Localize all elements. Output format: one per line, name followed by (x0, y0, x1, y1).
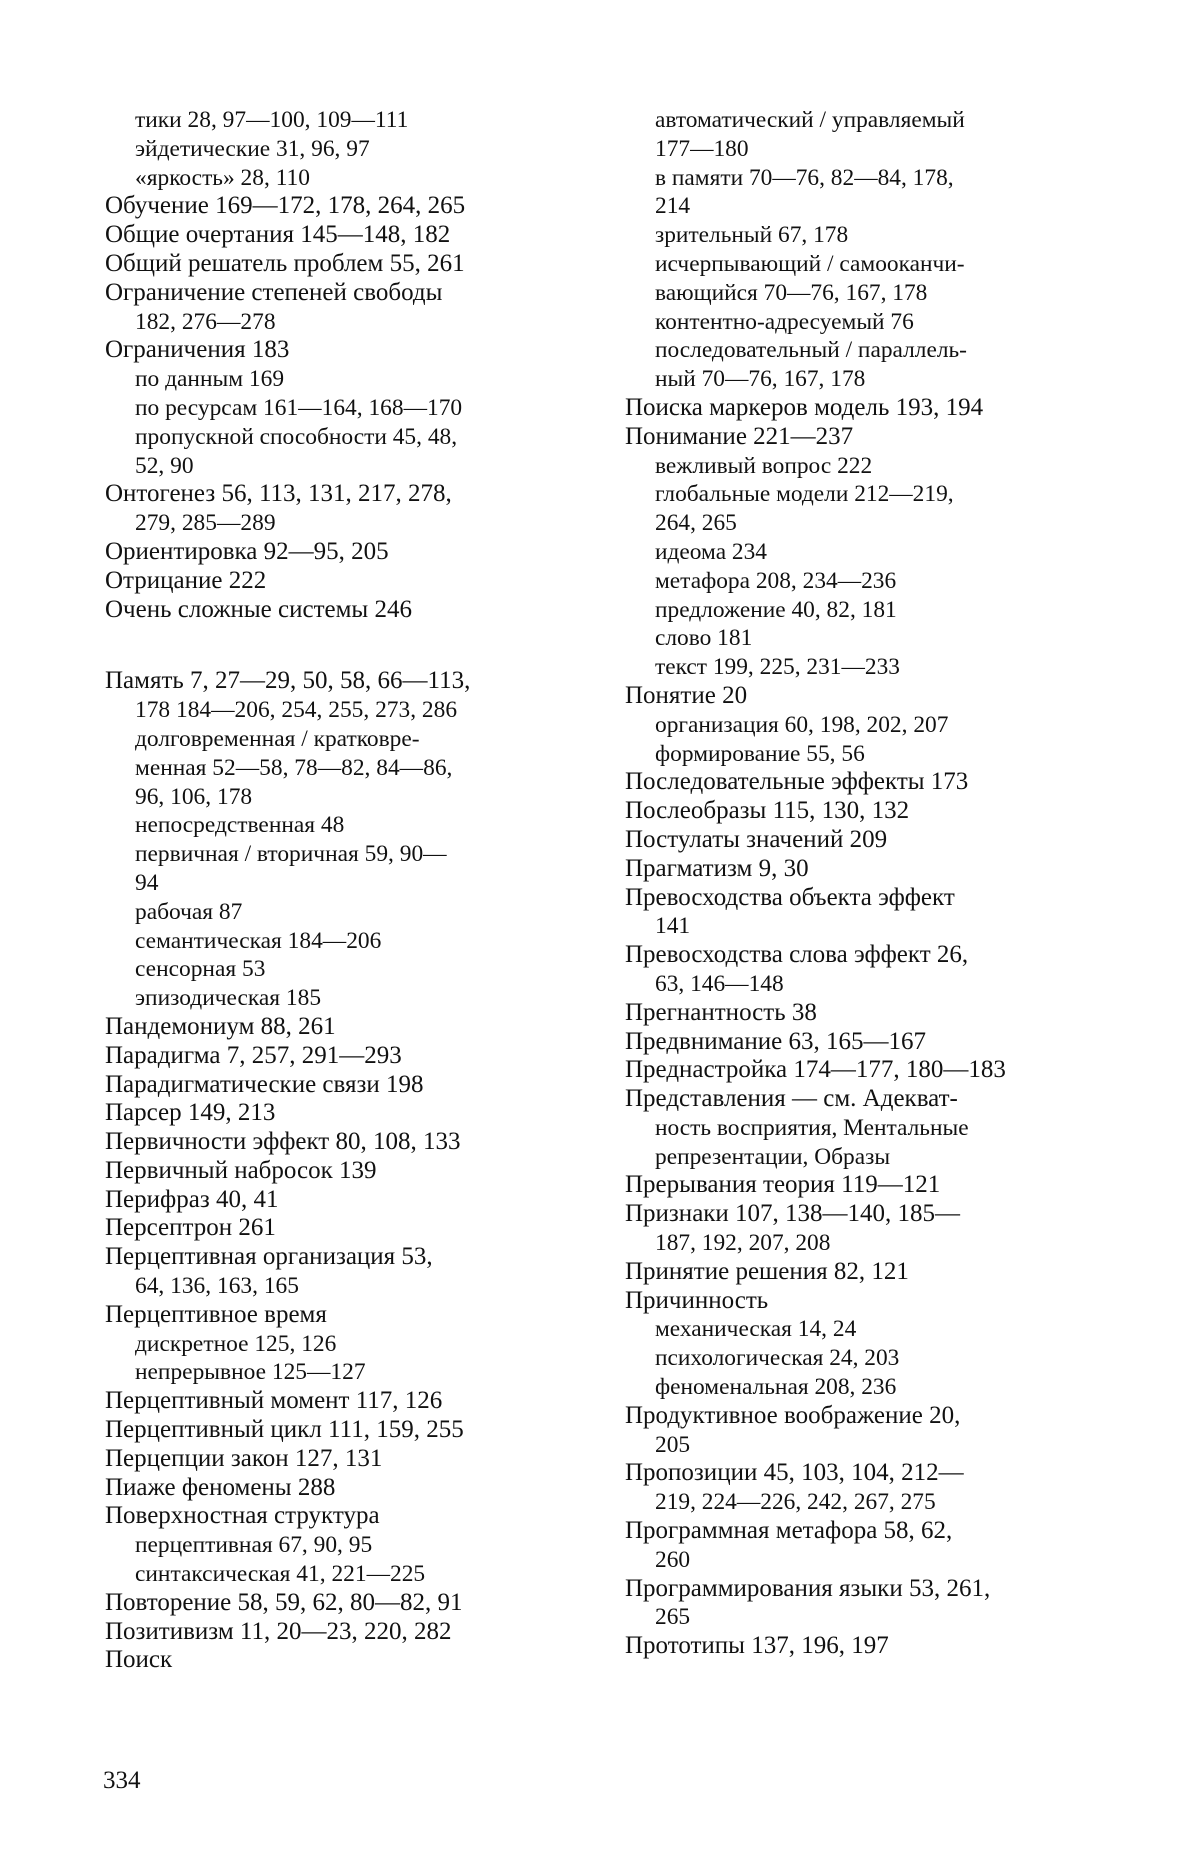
index-entry: Перцептивное время (105, 1300, 327, 1328)
index-entry: Поверхностная структура (105, 1502, 380, 1530)
index-entry: Парадигматические связи 198 (105, 1070, 424, 1098)
index-entry: Общие очертания 145—148, 182 (105, 221, 451, 249)
index-entry: Поиск (105, 1646, 173, 1674)
index-subentry: метафора 208, 234—236 (655, 567, 897, 594)
index-subentry: тики 28, 97—100, 109—111 (135, 107, 409, 133)
index-subentry: 279, 285—289 (135, 510, 276, 537)
index-subentry: эйдетические 31, 96, 97 (135, 135, 370, 162)
index-subentry: по данным 169 (135, 366, 285, 393)
index-entry: Прегнантность 38 (625, 998, 817, 1026)
index-entry: Принятие решения 82, 121 (625, 1257, 909, 1285)
index-entry: Общий решатель проблем 55, 261 (105, 249, 465, 277)
index-entry: Позитивизм 11, 20—23, 220, 282 (105, 1617, 452, 1645)
index-entry: Парсер 149, 213 (105, 1099, 276, 1127)
index-entry: Персептрон 261 (105, 1214, 276, 1242)
index-subentry: перцептивная 67, 90, 95 (135, 1532, 373, 1559)
index-entry: Ограничение степеней свободы (105, 278, 443, 306)
index-subentry: 96, 106, 178 (135, 783, 253, 810)
index-subentry: 182, 276—278 (135, 308, 276, 335)
index-subentry: эпизодическая 185 (135, 985, 322, 1012)
index-subentry: исчерпывающий / самооканчи- (655, 250, 965, 277)
index-entry: Понятие 20 (625, 681, 748, 709)
page-number: 334 (103, 1767, 141, 1794)
index-subentry: в памяти 70—76, 82—84, 178, (655, 164, 954, 191)
index-entry: Постулаты значений 209 (625, 825, 888, 853)
index-subentry: предложение 40, 82, 181 (655, 596, 897, 623)
index-entry: Преднастройка 174—177, 180—183 (625, 1056, 1006, 1084)
index-subentry: синтаксическая 41, 221—225 (135, 1561, 426, 1588)
index-subentry: 64, 136, 163, 165 (135, 1273, 299, 1300)
index-entry: Ограничения 183 (105, 336, 290, 364)
section-gap (105, 624, 585, 667)
index-subentry: по ресурсам 161—164, 168—170 (135, 394, 463, 421)
index-entry: Превосходства объекта эффект (625, 883, 955, 911)
index-entry: Прерывания теория 119—121 (625, 1171, 941, 1199)
index-entry: Прототипы 137, 196, 197 (625, 1632, 889, 1660)
index-subentry: дискретное 125, 126 (135, 1330, 337, 1357)
index-subentry: текст 199, 225, 231—233 (655, 654, 900, 681)
index-subentry: 264, 265 (655, 510, 737, 537)
index-subentry: 219, 224—226, 242, 267, 275 (655, 1489, 936, 1516)
index-entry: Перцептивная организация 53, (105, 1243, 433, 1271)
index-subentry: менная 52—58, 78—82, 84—86, (135, 754, 453, 781)
index-entry: Очень сложные системы 246 (105, 595, 412, 623)
index-column-left (105, 106, 585, 1675)
index-subentry: идеома 234 (655, 538, 768, 565)
index-entry: Перцепции закон 127, 131 (105, 1444, 383, 1472)
index-subentry: 178 184—206, 254, 255, 273, 286 (135, 697, 458, 724)
index-entry: Превосходства слова эффект 26, (625, 941, 969, 969)
index-subentry: глобальные модели 212—219, (655, 481, 954, 508)
index-subentry: непрерывное 125—127 (135, 1359, 366, 1386)
index-subentry: 265 (655, 1604, 691, 1631)
index-subentry: вежливый вопрос 222 (655, 452, 873, 479)
index-subentry: 260 (655, 1546, 691, 1573)
index-subentry: «яркость» 28, 110 (135, 164, 310, 191)
index-column-right (625, 106, 1095, 1661)
index-entry: Понимание 221—237 (625, 422, 854, 450)
index-entry: Обучение 169—172, 178, 264, 265 (105, 192, 466, 220)
index-subentry: 187, 192, 207, 208 (655, 1230, 831, 1257)
index-entry: Пропозиции 45, 103, 104, 212— (625, 1459, 964, 1487)
index-subentry: 141 (655, 913, 691, 940)
index-subentry: ный 70—76, 167, 178 (655, 366, 866, 393)
index-subentry: последовательный / параллель- (655, 337, 967, 364)
index-subentry: 52, 90 (135, 452, 194, 479)
index-subentry: первичная / вторичная 59, 90— (135, 841, 447, 868)
index-entry: Пиаже феномены 288 (105, 1473, 336, 1501)
index-subentry: зрительный 67, 178 (655, 222, 849, 249)
index-subentry: непосредственная 48 (135, 812, 345, 839)
index-subentry: пропускной способности 45, 48, (135, 423, 458, 450)
index-entry: Программная метафора 58, 62, (625, 1517, 953, 1545)
index-subentry: 205 (655, 1431, 691, 1458)
index-subentry: 94 (135, 869, 159, 896)
index-entry: Ориентировка 92—95, 205 (105, 537, 389, 565)
index-subentry: репрезентации, Образы (655, 1143, 891, 1170)
index-subentry: сенсорная 53 (135, 956, 266, 983)
index-subentry: психологическая 24, 203 (655, 1345, 900, 1372)
index-subentry: долговременная / кратковре- (135, 725, 420, 752)
index-subentry: 214 (655, 193, 691, 220)
index-entry: Первичный набросок 139 (105, 1156, 377, 1184)
index-entry: Продуктивное воображение 20, (625, 1401, 961, 1429)
index-entry: Онтогенез 56, 113, 131, 217, 278, (105, 480, 452, 508)
index-entry: Отрицание 222 (105, 566, 267, 594)
index-entry: Парадигма 7, 257, 291—293 (105, 1041, 402, 1069)
index-subentry: организация 60, 198, 202, 207 (655, 711, 949, 738)
index-entry: Перцептивный момент 117, 126 (105, 1387, 443, 1415)
index-subentry: феноменальная 208, 236 (655, 1374, 897, 1401)
index-subentry: автоматический / управляемый (655, 107, 965, 133)
index-subentry: формирование 55, 56 (655, 740, 865, 767)
index-entry: Память 7, 27—29, 50, 58, 66—113, (105, 667, 471, 695)
index-subentry: контентно-адресуемый 76 (655, 308, 914, 335)
index-entry: Причинность (625, 1286, 769, 1314)
index-entry: Повторение 58, 59, 62, 80—82, 91 (105, 1588, 463, 1616)
index-entry: Представления — см. Адекват- (625, 1085, 958, 1113)
index-entry: Перцептивный цикл 111, 159, 255 (105, 1416, 464, 1444)
index-subentry: ность восприятия, Ментальные (655, 1114, 969, 1141)
index-entry: Предвнимание 63, 165—167 (625, 1027, 926, 1055)
index-entry: Послеобразы 115, 130, 132 (625, 797, 910, 825)
index-subentry: семантическая 184—206 (135, 927, 382, 954)
index-entry: Поиска маркеров модель 193, 194 (625, 393, 984, 421)
index-subentry: рабочая 87 (135, 898, 243, 925)
index-entry: Первичности эффект 80, 108, 133 (105, 1128, 461, 1156)
index-subentry: вающийся 70—76, 167, 178 (655, 279, 928, 306)
index-subentry: 63, 146—148 (655, 970, 784, 997)
index-entry: Последовательные эффекты 173 (625, 768, 969, 796)
index-entry: Прагматизм 9, 30 (625, 854, 809, 882)
index-entry: Признаки 107, 138—140, 185— (625, 1200, 961, 1228)
index-subentry: 177—180 (655, 135, 749, 162)
index-subentry: слово 181 (655, 625, 753, 652)
index-entry: Программирования языки 53, 261, (625, 1574, 991, 1602)
index-entry: Пандемониум 88, 261 (105, 1012, 336, 1040)
index-entry: Перифраз 40, 41 (105, 1185, 279, 1213)
index-subentry: механическая 14, 24 (655, 1316, 857, 1343)
